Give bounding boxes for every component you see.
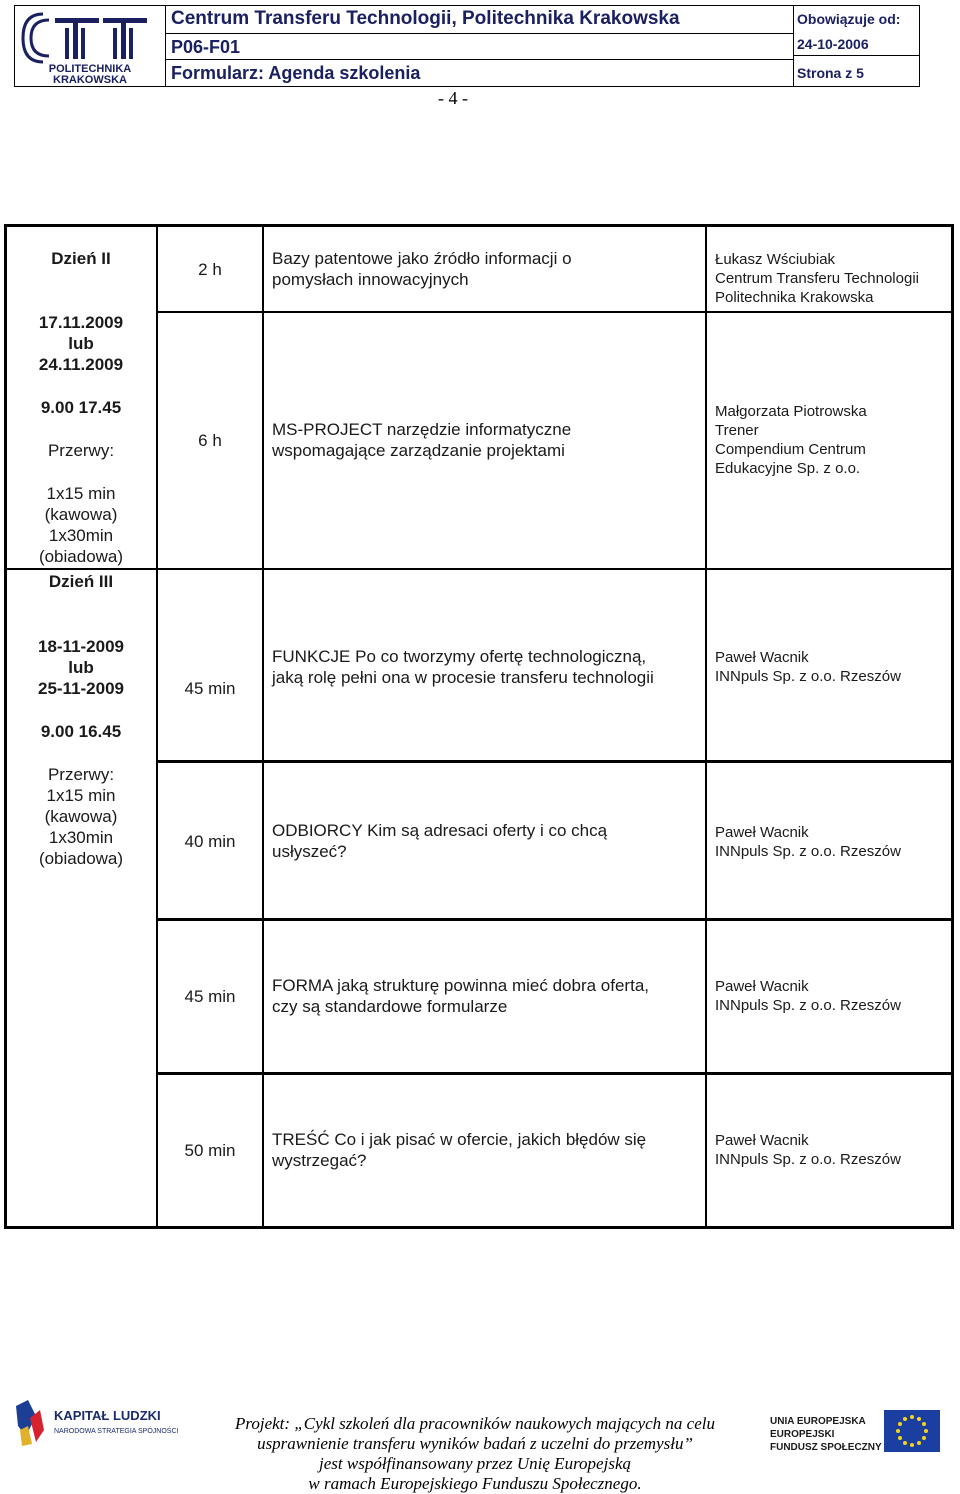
session-4-duration: 40 min [184, 832, 236, 851]
session-4-topic-line1: ODBIORCY Kim są adresaci oferty i co chcą [272, 821, 608, 840]
page-count: Strona z 5 [797, 65, 864, 81]
col-sep-2 [262, 224, 264, 1229]
kl-title: KAPITAŁ LUDZKI [54, 1408, 161, 1423]
session-5-person-line2: INNpuls Sp. z o.o. Rzeszów [715, 997, 901, 1014]
kapital-ludzki-logo [14, 1396, 184, 1450]
session-1-person-line1: Łukasz Wściubiak [715, 251, 836, 268]
row-sep-2 [4, 568, 954, 570]
valid-from-date: 24-10-2006 [793, 32, 919, 56]
session-5-person-line1: Paweł Wacnik [715, 978, 809, 995]
session-1-duration: 2 h [198, 260, 222, 279]
session-2-person-line2: Trener [715, 422, 759, 439]
session-2-topic-line2: wspomagające zarządzanie projektami [272, 441, 565, 460]
day3-break2-type: (obiadowa) [38, 849, 124, 868]
row-sep-4 [158, 918, 954, 921]
project-line1: Projekt: „Cykl szkoleń dla pracowników naukowych mających na celu [235, 1414, 715, 1433]
logo-text-line1: POLITECHNIKA [48, 63, 132, 75]
day2-break1: 1x15 min [46, 484, 116, 503]
day2-date1: 17.11.2009 [38, 313, 124, 332]
ctt-logo [15, 6, 166, 86]
day3-date1: 18-11-2009 [37, 637, 125, 656]
day3-date2: 25-11-2009 [37, 679, 125, 698]
session-2-duration: 6 h [198, 431, 222, 450]
session-2-person-line1: Małgorzata Piotrowska [715, 403, 867, 420]
day3-or: lub [68, 658, 94, 677]
form-code: P06-F01 [165, 34, 793, 60]
row-sep-1 [158, 311, 954, 313]
valid-from-label: Obowiązuje od: [797, 11, 901, 27]
document-header [14, 5, 920, 87]
day3-break1: 1x15 min [46, 786, 116, 805]
project-line4: w ramach Europejskiego Funduszu Społecznego. [308, 1474, 642, 1493]
day3-hours: 9.00 16.45 [40, 722, 122, 741]
session-3-topic-line2: jaką rolę pełni ona w procesie transferu technologii [272, 668, 654, 687]
eu-line1: UNIA EUROPEJSKA [770, 1416, 866, 1427]
session-1-person-line3: Politechnika Krakowska [715, 289, 874, 306]
session-2-person-line3: Compendium Centrum [715, 441, 866, 458]
session-3-person-line2: INNpuls Sp. z o.o. Rzeszów [715, 668, 901, 685]
day3-break1-type: (kawowa) [44, 807, 118, 826]
day2-breaks-label: Przerwy: [47, 441, 115, 460]
session-6-topic-line2: wystrzegać? [272, 1151, 367, 1170]
form-title: Formularz: Agenda szkolenia [171, 63, 421, 83]
header-right [793, 6, 919, 86]
session-1-topic-line2: pomysłach innowacyjnych [272, 270, 469, 289]
row-sep-3 [158, 760, 954, 763]
institution-name: Centrum Transferu Technologii, Politechnika Krakowska [165, 6, 793, 34]
kapital-ludzki-icon [14, 1396, 184, 1450]
row-sep-5 [158, 1072, 954, 1075]
day2-hours: 9.00 17.45 [40, 398, 122, 417]
page-number: - 4 - [438, 88, 468, 108]
session-6-person-line1: Paweł Wacnik [715, 1132, 809, 1149]
day2-date2: 24.11.2009 [38, 355, 124, 374]
session-6-topic-line1: TREŚĆ Co i jak pisać w ofercie, jakich błędów się [272, 1130, 647, 1149]
eu-logo [766, 1404, 946, 1464]
header-middle [165, 6, 794, 86]
day2-break2-type: (obiadowa) [38, 547, 124, 566]
session-3-person-line1: Paweł Wacnik [715, 649, 809, 666]
session-2-person-line4: Edukacyjne Sp. z o.o. [715, 460, 861, 477]
table-border-top [4, 224, 954, 227]
project-line3: jest współfinansowany przez Unię Europejską [319, 1454, 631, 1473]
table-border-right [951, 224, 954, 1229]
day2-or: lub [68, 334, 94, 353]
day2-title: Dzień II [51, 249, 111, 268]
day2-break2: 1x30min [48, 526, 114, 545]
session-6-duration: 50 min [184, 1141, 236, 1160]
session-6-person-line2: INNpuls Sp. z o.o. Rzeszów [715, 1151, 901, 1168]
session-5-duration: 45 min [184, 987, 236, 1006]
col-sep-1 [156, 224, 158, 1229]
project-line2: usprawnienie transferu wyników badań z uczelni do przemysłu” [257, 1434, 693, 1453]
session-4-person-line2: INNpuls Sp. z o.o. Rzeszów [715, 843, 901, 860]
session-1-topic-line1: Bazy patentowe jako źródło informacji o [272, 249, 572, 268]
col-sep-3 [705, 224, 707, 1229]
eu-line2: EUROPEJSKI [770, 1429, 835, 1440]
session-3-duration: 45 min [184, 679, 236, 698]
agenda-table [4, 224, 954, 1229]
session-5-topic-line1: FORMA jaką strukturę powinna mieć dobra oferta, [272, 976, 649, 995]
session-4-person-line1: Paweł Wacnik [715, 824, 809, 841]
day2-break1-type: (kawowa) [44, 505, 118, 524]
day3-breaks-label: Przerwy: [47, 765, 115, 784]
session-3-topic-line1: FUNKCJE Po co tworzymy ofertę technologiczną, [272, 647, 647, 666]
table-border-bottom [4, 1226, 954, 1229]
eu-line3: FUNDUSZ SPOŁECZNY [770, 1442, 882, 1453]
day3-break2: 1x30min [48, 828, 114, 847]
logo-text-line2: KRAKOWSKA [53, 74, 127, 86]
kl-subtitle: NARODOWA STRATEGIA SPÓJNOŚCI [54, 1428, 179, 1435]
session-1-person-line2: Centrum Transferu Technologii [715, 270, 919, 287]
project-note [190, 1414, 760, 1494]
day3-title: Dzień III [48, 572, 114, 591]
session-4-topic-line2: usłyszeć? [272, 842, 347, 861]
ctt-logo-icon [15, 6, 165, 86]
session-2-topic-line1: MS-PROJECT narzędzie informatyczne [272, 420, 572, 439]
eu-flag-icon [766, 1404, 946, 1464]
session-5-topic-line2: czy są standardowe formularze [272, 997, 508, 1016]
